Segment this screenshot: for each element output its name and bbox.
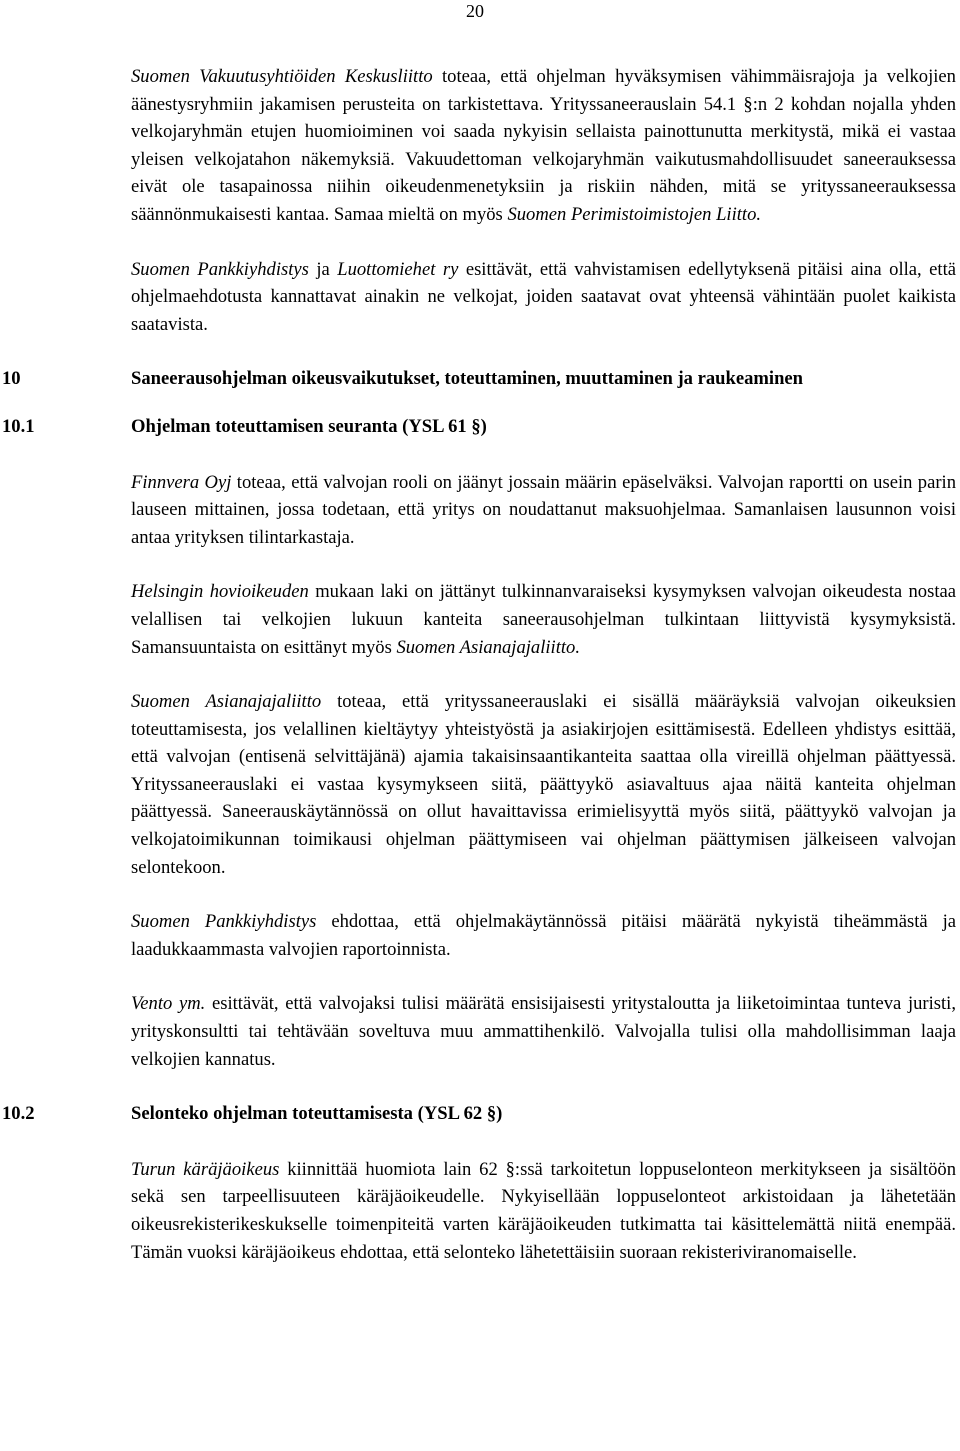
org-name: Suomen Pankkiyhdistys (131, 911, 317, 933)
section-number: 10 (2, 368, 21, 390)
section-number: 10.2 (2, 1103, 35, 1125)
section-title: Selonteko ohjelman toteuttamisesta (YSL 62 §) (131, 1103, 503, 1125)
org-name: Turun käräjäoikeus (131, 1158, 280, 1180)
paragraph-text: toteaa, että yrityssaneerauslaki ei sisällä määräyksiä valvojan oikeuksien toteuttamisesta, jos velallinen kieltäytyy yhteistyöstä ja asiakirjojen esittämisestä. Edelleen yhdistys esittää, että valvojan (entisenä selvittäjänä) ajamia takaisinsaantikanteita saattaa olla vireillä ohjelman päättyessä. Yrityssaneerauslaki ei vastaa kysymykseen siitä, päättyykö asiavaltuus ajaa näitä kanteita ohjelman päättyessä. Saneerauskäytännössä on ollut havaittavissa erimielisyyttä myös siitä, päättyykö valvojan ja velkojatoimikunnan toimikausi ohjelman päättymiseen vai ohjelman päättymisen jälkeiseen valvojan selontekoon. (131, 691, 956, 878)
section-title: Saneerausohjelman oikeusvaikutukset, toteuttaminen, muuttaminen ja raukeaminen (131, 368, 803, 390)
paragraph-vento (131, 990, 956, 1073)
section-heading-10-1 (2, 413, 956, 441)
paragraph-text: esittävät, että vahvistamisen edellytyksenä pitäisi aina olla, että ohjelmaehdotusta kannattavat ainakin ne velkojat, joiden saatavat ovat yhteensä vähintään puolet kaikista saatavista. (131, 258, 956, 335)
paragraph-turun-karajaoikeus (131, 1156, 956, 1266)
section-heading-10 (2, 365, 956, 393)
paragraph-text: mukaan laki on jättänyt tulkinnanvaraiseksi kysymyksen valvojan oikeudesta nostaa velallisen tai velkojien lukuun kanteita saneerausohjelman tulkintaan liittyvistä kysymyksistä. Samansuuntaista on esittänyt myös (131, 581, 957, 658)
paragraph-vakuutusyhtiot (131, 63, 956, 229)
paragraph-text: toteaa, että valvojan rooli on jäänyt jossain määrin epäselväksi. Valvojan raportti on usein parin lauseen mittainen, jossa todetaan, että yritys on noudattanut maksuohjelmaa. Samanlaisen lausunnon voisi antaa yrityksen tilintarkastaja. (131, 471, 956, 548)
paragraph-finnvera (131, 469, 956, 552)
org-name: Luottomiehet ry (337, 258, 459, 280)
paragraph-pankkiyhdistys (131, 256, 956, 339)
paragraph-text: ehdottaa, että ohjelmakäytännössä pitäisi määrätä nykyistä tiheämmästä ja laadukkaammasta valvojien raportoinnista. (131, 911, 956, 960)
page-number: 20 (466, 1, 484, 21)
section-title: Ohjelman toteuttamisen seuranta (YSL 61 §) (131, 415, 487, 437)
paragraph-asianajajaliitto (131, 688, 956, 881)
section-heading-10-2 (2, 1100, 956, 1128)
paragraph-pankkiyhdistys-2 (131, 908, 956, 963)
org-name: Suomen Pankkiyhdistys (131, 258, 309, 280)
org-name: Suomen Vakuutusyhtiöiden Keskusliitto (131, 66, 433, 87)
org-name: Helsingin hovioikeuden (131, 581, 309, 603)
section-number: 10.1 (2, 415, 35, 437)
org-name: Suomen Asianajajaliitto. (396, 636, 580, 658)
paragraph-text: esittävät, että valvojaksi tulisi määrätä ensisijaisesti yritystaloutta ja liiketoimintaa tunteva juristi, yrityskonsultti tai tehtävään soveltuva muu ammattihenkilö. Valvojalla tulisi olla mahdollisimman laaja velkojien kannatus. (131, 993, 956, 1070)
document-body (2, 63, 957, 1293)
paragraph-text: ja (308, 258, 338, 280)
org-name: Finnvera Oyj (131, 471, 232, 493)
paragraph-text: toteaa, että ohjelman hyväksymisen vähimmäisrajoja ja velkojien äänestysryhmiin jakamisen perusteita on tarkistettava. Yrityssaneerauslain 54.1 §:n 2 kohdan nojalla yhden velkojaryhmän etujen huomioiminen voi saada nykyisin sellaista painottunutta merkitystä, mikä ei vastaa yleisen velkojatahon näkemyksiä. Vakuudettoman velkojaryhmän vaikutusmahdollisuudet saneerauksessa eivät ole tasapainossa niihin oikeudenmenetyksiin ja riskiin nähden, mitä se yrityssaneerauksessa säännönmukaisesti kantaa. Samaa mieltä on myös (131, 66, 956, 225)
org-name: Suomen Asianajajaliitto (131, 691, 322, 713)
org-name: Vento ym. (131, 993, 206, 1015)
paragraph-hovioikeus (131, 578, 956, 661)
org-name: Suomen Perimistoimistojen Liitto. (507, 203, 762, 225)
paragraph-text: kiinnittää huomiota lain 62 §:ssä tarkoitetun loppuselonteon merkitykseen ja sisältöön sekä sen tarpeellisuuteen käräjäoikeudelle. Nykyisellään loppuselonteot arkistoidaan ja lähetetään oikeusrekisterikeskukselle toimenpiteitä varten käräjäoikeuden tutkimatta tai käsittelemättä niitä enempää. Tämän vuoksi käräjäoikeus ehdottaa, että selonteko lähetettäisiin suoraan rekisteriviranomaiselle. (131, 1158, 956, 1263)
